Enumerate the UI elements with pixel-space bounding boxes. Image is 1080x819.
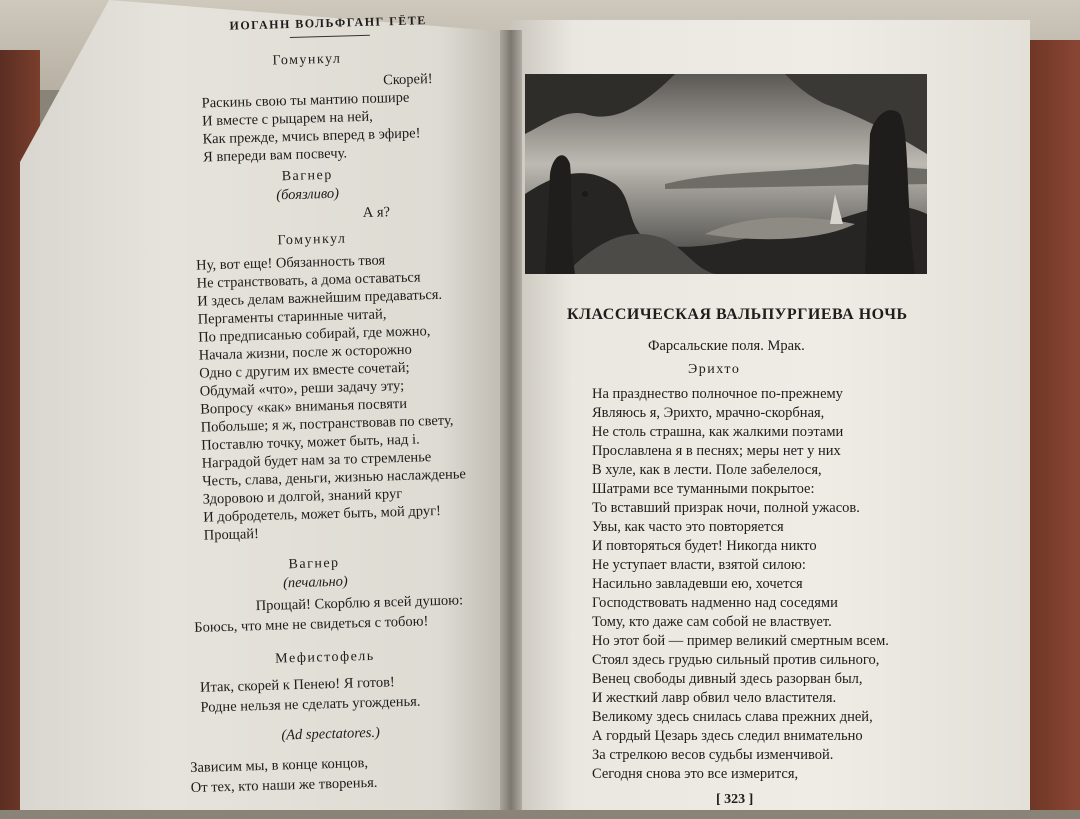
verse-line: От тех, кто наши же творенья. [190,774,378,797]
verse-line: Обдумай «что», реши задачу эту; [199,377,405,400]
speaker-homunculus: Гомункул [272,51,342,69]
verse-line: По предписанью собирай, где можно, [197,323,431,346]
verse-line: Скорей! [382,71,433,89]
verse-line: Господствовать надменно над соседями [592,595,838,611]
stage-direction: (боязливо) [276,185,340,204]
verse-line: Стоял здесь грудью сильный против сильного, [592,652,880,668]
verse-line: И вместе с рыцарем на ней, [201,108,373,130]
verse-line: Шатрами все туманными покрытое: [592,481,815,497]
verse-line: Родне нельзя не сделать угожденья. [200,693,421,716]
verse-line: Зависим мы, в конце концов, [189,755,369,777]
verse-line: Прощай! [203,526,260,544]
scene-title: КЛАССИЧЕСКАЯ ВАЛЬПУРГИЕВА НОЧЬ [567,306,908,323]
verse-line: Здоровою и долгой, знаний круг [202,486,403,508]
verse-line: Вопросу «как» вниманья посвяти [199,395,408,418]
verse-line: Великому здесь снилась слава прежних дней, [592,709,873,725]
verse-line: Увы, как часто это повторяется [592,519,784,535]
verse-line: Являюсь я, Эрихто, мрачно-скорбная, [592,405,825,421]
verse-line: И добродетель, может быть, мой друг! [203,502,442,526]
verse-line: Пергаменты старинные читай, [197,306,387,328]
speaker-homunculus: Гомункул [277,231,347,249]
verse-line: Как прежде, мчись вперед в эфире! [202,125,421,148]
verse-line: Раскинь свою ты мантию пошире [201,89,410,112]
verse-line: Я впереди вам посвечу. [202,145,348,166]
verse-line: Прославлена я в песнях; меры нет у них [592,443,841,459]
verse-line: Но этот бой — пример великий смертным всем. [592,633,889,649]
verse-line: Тому, кто даже сам собой не властвует. [592,614,832,630]
verse-line: И жесткий лавр обвил чело властителя. [592,690,837,706]
verse-line: На празднество полночное по-прежнему [592,386,843,402]
speaker-erichtho: Эрихто [688,362,741,377]
verse-line: Не столь страшна, как жалкими поэтами [592,424,844,440]
verse-line: И повторяться будет! Никогда никто [592,538,817,554]
speaker-wagner: Вагнер [288,555,340,573]
verse-line: Поставлю точку, может быть, над i. [201,431,420,454]
verse-line: Итак, скорей к Пенею! Я готов! [199,674,395,696]
speaker-mephistopheles: Мефистофель [275,648,375,667]
running-head: ИОГАНН ВОЛЬФГАНГ ГЁТЕ [229,13,428,33]
verse-line: Побольше; я ж, постранствовав по свету, [200,412,454,436]
verse-line: А я? [362,204,391,222]
verse-line: Честь, слава, деньги, жизнью наслажденье [202,466,467,490]
verse-line: Одно с другим их вместе сочетай; [198,359,410,382]
verse-line: Не странствовать, а дома оставаться [196,269,421,292]
stage-direction: (печально) [282,573,348,592]
verse-line: Венец свободы дивный здесь разорван был, [592,671,863,687]
running-head-rule [290,35,370,38]
engraving-illustration [525,74,927,274]
verse-line: Боюсь, что мне не свидеться с тобою! [194,613,429,636]
scene-setting: Фарсальские поля. Мрак. [648,338,805,354]
page-number: [ 323 ] [716,792,754,807]
verse-line: Сегодня снова это все измерится, [592,766,799,782]
speaker-wagner: Вагнер [281,167,333,185]
verse-line: Прощай! Скорблю я всей душою: [255,592,464,615]
verse-line: То вставший призрак ночи, полной ужасов. [592,500,860,516]
verse-line: Ну, вот еще! Обязанность твоя [195,252,386,274]
stage-direction: (Ad spectatores.) [281,724,381,744]
verse-line: В хуле, как в лести. Поле забелелося, [592,462,822,478]
verse-line: Не уступает власти, взятой силою: [592,557,806,573]
verse-line: За стрелкою весов судьбы изменчивой. [592,747,834,763]
verse-line: А гордый Цезарь здесь следил внимательно [592,728,863,744]
verse-line: Наградой будет нам за то стремленье [201,449,432,472]
verse-line: И здесь делам важнейшим предаваться. [196,286,443,310]
verse-line: Насильно завладевши ею, хочется [592,576,803,592]
verse-line: Начала жизни, после ж осторожно [198,341,412,364]
